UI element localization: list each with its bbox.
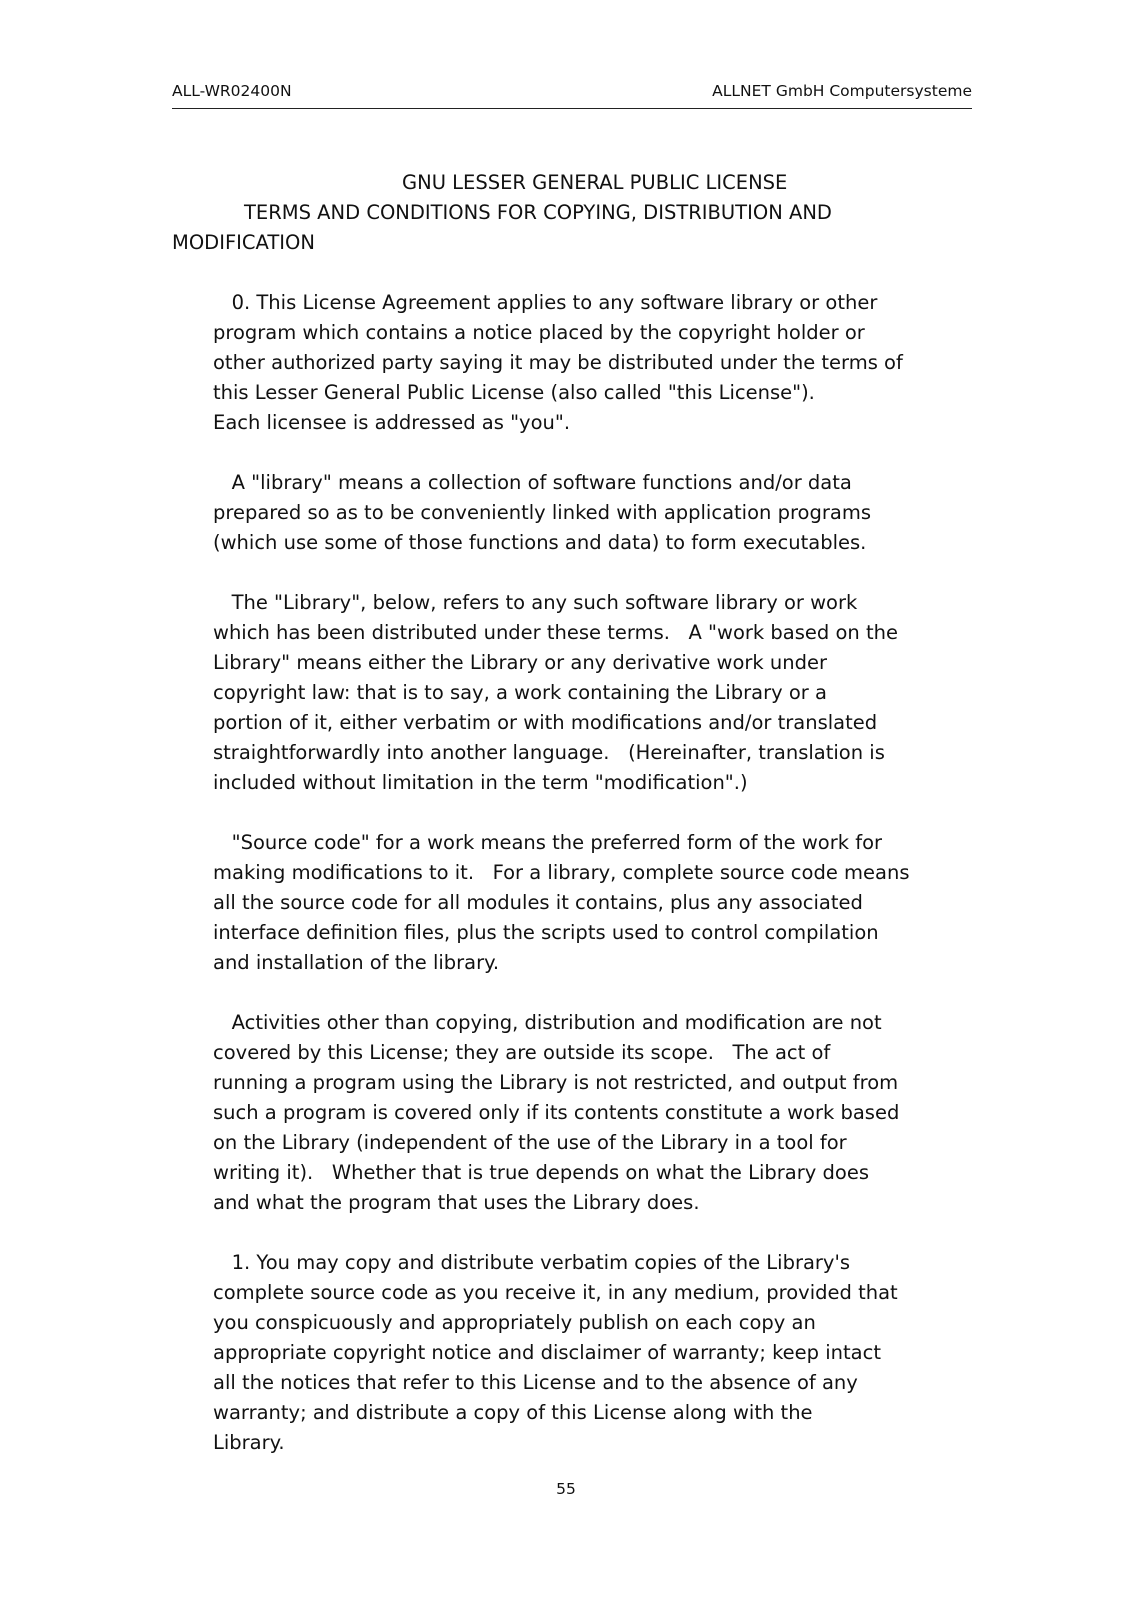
paragraph-line: making modifications to it. For a library, complete source code means bbox=[213, 861, 910, 884]
paragraph-line: writing it). Whether that is true depends on what the Library does bbox=[213, 1161, 869, 1184]
license-title: GNU LESSER GENERAL PUBLIC LICENSE bbox=[402, 171, 788, 194]
license-paragraph bbox=[213, 828, 923, 978]
paragraph-line: running a program using the Library is not restricted, and output from bbox=[213, 1071, 899, 1094]
paragraph-line: prepared so as to be conveniently linked with application programs bbox=[213, 501, 871, 524]
paragraph-line: other authorized party saying it may be distributed under the terms of bbox=[213, 351, 903, 374]
paragraph-line: complete source code as you receive it, in any medium, provided that bbox=[213, 1281, 898, 1304]
paragraph-line: Activities other than copying, distribution and modification are not bbox=[213, 1011, 882, 1034]
paragraph-spacer bbox=[213, 978, 923, 1008]
license-paragraph bbox=[213, 1008, 923, 1218]
paragraph-spacer bbox=[213, 798, 923, 828]
license-title-block bbox=[172, 168, 932, 258]
paragraph-line: such a program is covered only if its contents constitute a work based bbox=[213, 1101, 900, 1124]
paragraph-line: A "library" means a collection of software functions and/or data bbox=[213, 471, 852, 494]
paragraph-spacer bbox=[213, 1218, 923, 1248]
paragraph-line: Library. bbox=[213, 1431, 285, 1454]
paragraph-line: and what the program that uses the Library does. bbox=[213, 1191, 700, 1214]
paragraph-line: included without limitation in the term "modification".) bbox=[213, 771, 748, 794]
paragraph-line: (which use some of those functions and data) to form executables. bbox=[213, 531, 867, 554]
license-paragraph bbox=[213, 468, 923, 558]
paragraph-line: covered by this License; they are outside its scope. The act of bbox=[213, 1041, 831, 1064]
license-paragraph bbox=[213, 288, 923, 438]
paragraph-line: you conspicuously and appropriately publish on each copy an bbox=[213, 1311, 816, 1334]
license-paragraph bbox=[213, 1248, 923, 1458]
paragraph-line: all the source code for all modules it contains, plus any associated bbox=[213, 891, 863, 914]
paragraph-line: on the Library (independent of the use of the Library in a tool for bbox=[213, 1131, 847, 1154]
license-body bbox=[213, 288, 923, 1458]
paragraph-line: "Source code" for a work means the preferred form of the work for bbox=[213, 831, 883, 854]
paragraph-line: appropriate copyright notice and disclaimer of warranty; keep intact bbox=[213, 1341, 881, 1364]
paragraph-spacer bbox=[213, 558, 923, 588]
paragraph-line: all the notices that refer to this License and to the absence of any bbox=[213, 1371, 858, 1394]
license-subtitle-continuation: MODIFICATION bbox=[172, 231, 315, 254]
paragraph-line: 0. This License Agreement applies to any software library or other bbox=[213, 291, 878, 314]
paragraph-line: which has been distributed under these terms. A "work based on the bbox=[213, 621, 898, 644]
paragraph-line: The "Library", below, refers to any such software library or work bbox=[213, 591, 858, 614]
header-company-name: ALLNET GmbH Computersysteme bbox=[712, 82, 972, 100]
paragraph-line: and installation of the library. bbox=[213, 951, 500, 974]
paragraph-line: Each licensee is addressed as "you". bbox=[213, 411, 571, 434]
paragraph-line: 1. You may copy and distribute verbatim copies of the Library's bbox=[213, 1251, 850, 1274]
license-subtitle: TERMS AND CONDITIONS FOR COPYING, DISTRIBUTION AND bbox=[244, 201, 832, 224]
paragraph-line: straightforwardly into another language. (Hereinafter, translation is bbox=[213, 741, 885, 764]
paragraph-line: Library" means either the Library or any derivative work under bbox=[213, 651, 828, 674]
paragraph-line: copyright law: that is to say, a work containing the Library or a bbox=[213, 681, 827, 704]
paragraph-line: program which contains a notice placed by the copyright holder or bbox=[213, 321, 865, 344]
paragraph-spacer bbox=[213, 438, 923, 468]
page-header bbox=[172, 78, 972, 109]
paragraph-line: portion of it, either verbatim or with modifications and/or translated bbox=[213, 711, 878, 734]
header-model-name: ALL-WR02400N bbox=[172, 82, 292, 100]
paragraph-line: this Lesser General Public License (also called "this License"). bbox=[213, 381, 815, 404]
paragraph-line: warranty; and distribute a copy of this License along with the bbox=[213, 1401, 813, 1424]
paragraph-line: interface definition files, plus the scripts used to control compilation bbox=[213, 921, 879, 944]
page-number: 55 bbox=[556, 1480, 576, 1498]
license-paragraph bbox=[213, 588, 923, 798]
